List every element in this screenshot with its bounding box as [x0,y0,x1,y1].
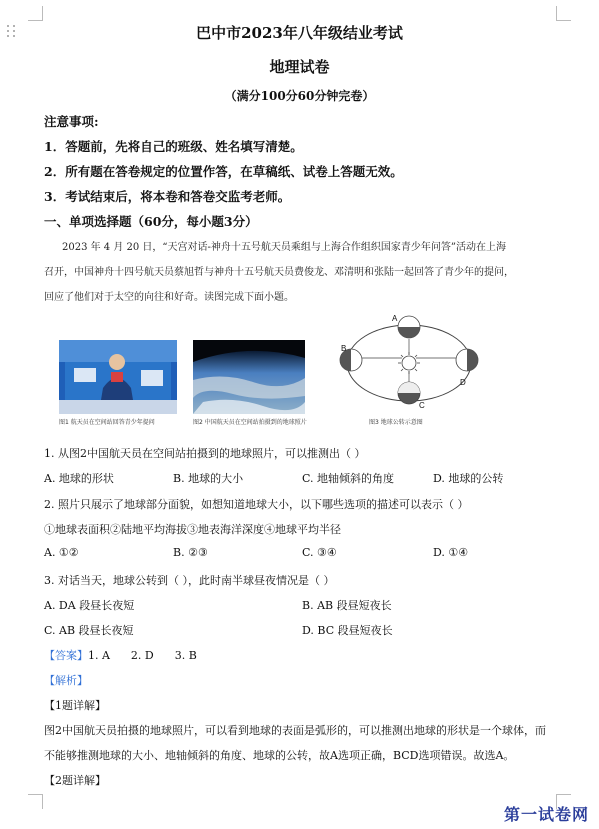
passage-line: 召开，中国神舟十四号航天员蔡旭哲与神舟十五号航天员费俊龙、邓清明和张陆一起回答了青少年的提问， [44,267,514,278]
notice-item: 2．所有题在答卷规定的位置作答，在草稿纸、试卷上答题无效。 [44,164,403,179]
notice-item: 1．答题前，先将自己的班级、姓名填写清楚。 [44,139,303,154]
earth-position-c-icon [398,382,420,404]
question-3-option-d[interactable]: D. BC 段昼短夜长 [302,624,393,637]
question-2-option-b[interactable]: B. ②③ [173,546,208,559]
answer-row [44,647,197,663]
question-1-option-b[interactable]: B. 地球的大小 [173,472,244,485]
analysis-q1-line: 图2中国航天员拍摄的地球照片，可以看到地球的表面是弧形的，可以推测出地球的形状是一个球体，而 [44,724,546,737]
orbit-label-b: B [341,344,347,353]
figure-3-caption: 图3 地球公转示意图 [369,419,423,426]
question-1-stem: 1. 从图2中国航天员在空间站拍摄到的地球照片，可以推测出（ ） [44,447,366,460]
question-2-option-c[interactable]: C. ③④ [302,546,337,559]
answer-text: 1. A 2. D 3. B [88,649,197,662]
notice-heading: 注意事项: [44,114,99,129]
question-2-stem: 2. 照片只展示了地球部分面貌，如想知道地球大小，以下哪些选项的描述可以表示（ ） [44,498,469,511]
crop-mark-top-left [28,6,43,21]
analysis-label: 【解析】 [44,674,88,687]
orbit-label-d: D [460,378,466,387]
question-3-option-a[interactable]: A. DA 段昼长夜短 [44,599,135,612]
question-2-option-a[interactable]: A. ①② [44,546,79,559]
exam-subject: 地理试卷 [269,58,330,76]
analysis-q2-label: 【2题详解】 [44,774,106,787]
question-1-option-d[interactable]: D. 地球的公转 [433,472,504,485]
sun-icon [398,352,420,374]
question-2-items: ①地球表面积②陆地平均海拔③地表海洋深度④地球平均半径 [44,523,341,536]
figure-1-astronaut-photo [59,340,177,414]
answer-label: 【答案】 [44,649,88,662]
passage-line: 2023 年 4 月 20 日，“天宫对话-神舟十五号航天员乘组与上海合作组织国家青少年问答”活动在上海 [62,242,507,253]
exam-title: 巴中市2023年八年级结业考试 [196,24,403,42]
section-title: 一、单项选择题（60分，每小题3分） [44,214,258,229]
figure-3-orbit-diagram [333,311,485,413]
site-watermark: 第一试卷网 [503,805,589,824]
passage-line: 回应了他们对于太空的向往和好奇。读图完成下面小题。 [44,292,294,303]
analysis-q1-line: 不能够推测地球的大小、地轴倾斜的角度、地球的公转，故A选项正确，BCD选项错误。故选A。 [44,749,515,762]
question-1-option-c[interactable]: C. 地轴倾斜的角度 [302,472,395,485]
question-1-option-a[interactable]: A. 地球的形状 [44,472,114,485]
figure-1-caption: 图1 航天员在空间站回答青少年提问 [59,419,155,426]
crop-mark-bottom-left [28,794,43,809]
question-3-option-c[interactable]: C. AB 段昼长夜短 [44,624,134,637]
exam-score-note: （满分100分60分钟完卷） [224,89,375,103]
notice-item: 3．考试结束后，将本卷和答卷交监考老师。 [44,189,291,204]
question-2-option-d[interactable]: D. ①④ [433,546,469,559]
figure-2-earth-photo [193,340,305,414]
orbit-label-a: A [392,314,398,323]
question-3-option-b[interactable]: B. AB 段昼短夜长 [302,599,392,612]
figure-2-caption: 图2 中国航天员在空间站拍摄到的地球照片 [193,419,307,426]
orbit-label-c: C [419,401,425,410]
crop-mark-top-right [556,6,571,21]
analysis-q1-label: 【1题详解】 [44,699,106,712]
earth-position-a-icon [398,316,420,338]
earth-position-d-icon [456,349,478,371]
question-3-stem: 3. 对话当天，地球公转到（ ），此时南半球昼夜情况是（ ） [44,574,335,587]
